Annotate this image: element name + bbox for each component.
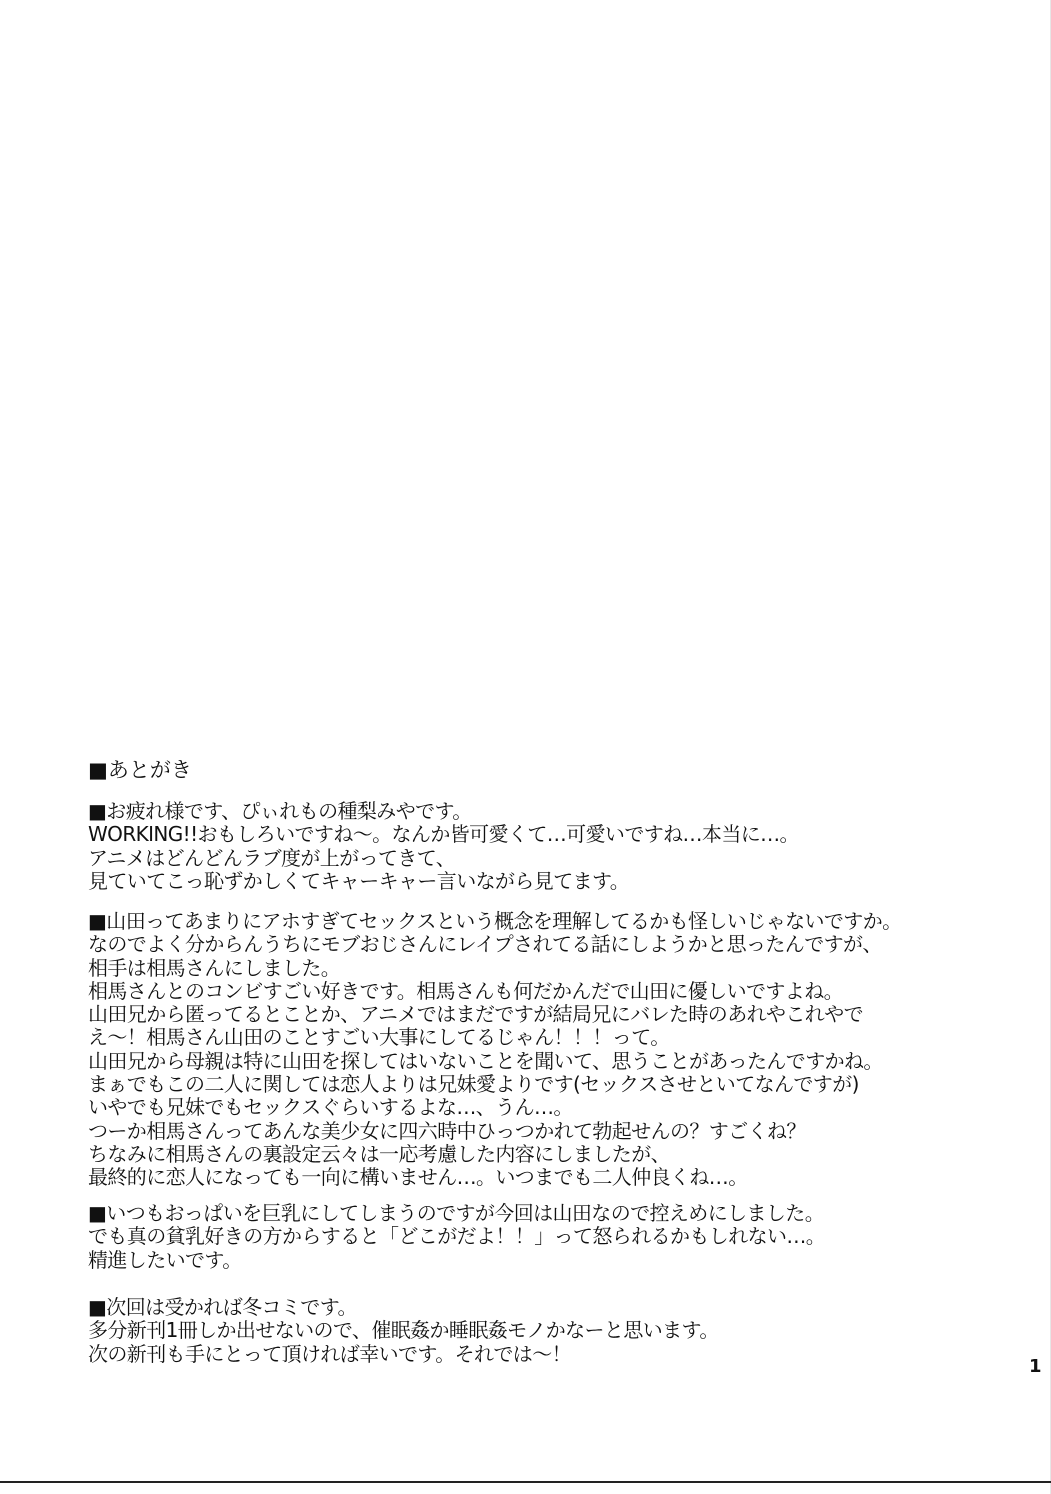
text-line: え～！相馬さん山田のことすごい大事にしてるじゃん！！！って。 (88, 1025, 670, 1050)
text-line: なのでよく分からんうちにモブおじさんにレイプされてる話にしようかと思ったんですが、 (88, 932, 882, 957)
afterword-paragraph-story (88, 910, 902, 1190)
text-line: 相手は相馬さんにしました。 (88, 955, 341, 980)
text-line: 多分新刊1冊しか出せないので、催眠姦か睡眠姦モノかなーと思います。 (88, 1318, 719, 1343)
text-line: でも真の貧乳好きの方からすると「どこがだよ！！」って怒られるかもしれない…。 (88, 1224, 826, 1249)
text-line: 最終的に恋人になっても一向に構いません…。いつまでも二人仲良くね…。 (88, 1165, 748, 1190)
text-line: ■次回は受かれば冬コミです。 (88, 1295, 357, 1319)
text-line: 精進したいです。 (88, 1247, 242, 1272)
bottom-rule (0, 1481, 1051, 1483)
text-line: WORKING!!おもしろいですね～。なんか皆可愛くて…可愛いですね…本当に…。 (88, 822, 799, 847)
text-line: 山田兄から母親は特に山田を探してはいないことを聞いて、思うことがあったんですかね。 (88, 1048, 883, 1073)
text-line: 相馬さんとのコンビすごい好きです。相馬さんも何だかんだで山田に優しいですよね。 (88, 978, 843, 1003)
text-line: アニメはどんどんラブ度が上がってきて、 (88, 845, 456, 870)
text-line: 見ていてこっ恥ずかしくてキャーキャー言いながら見てます。 (88, 868, 630, 893)
text-line: ■山田ってあまりにアホすぎてセックスという概念を理解してるかも怪しいじゃないですか。 (88, 909, 902, 933)
text-line: 山田兄から匿ってるとことか、アニメではまだですが結局兄にバレた時のあれやこれやで (88, 1002, 863, 1027)
afterword-paragraph-greeting (88, 800, 799, 893)
text-line: ■いつもおっぱいを巨乳にしてしまうのですが今回は山田なので控えめにしました。 (88, 1201, 825, 1225)
text-line: いやでも兄妹でもセックスぐらいするよな…、うん…。 (88, 1095, 573, 1120)
text-line: つーか相馬さんってあんな美少女に四六時中ひっつかれて勃起せんの？すごくね？ (88, 1118, 806, 1143)
afterword-paragraph-next (88, 1296, 719, 1366)
afterword-heading: ■あとがき (88, 758, 192, 782)
afterword-paragraph-design (88, 1202, 825, 1272)
text-line: 次の新刊も手にとって頂ければ幸いです。それでは～！ (88, 1341, 571, 1366)
text-line: ■お疲れ様です、ぴぃれもの種梨みやです。 (88, 799, 472, 823)
page-number: 1 (1029, 1356, 1042, 1377)
text-line: まぁでもこの二人に関しては恋人よりは兄妹愛よりです(セックスさせといてなんですが) (88, 1072, 859, 1097)
text-line: ちなみに相馬さんの裏設定云々は一応考慮した内容にしましたが、 (88, 1141, 670, 1166)
